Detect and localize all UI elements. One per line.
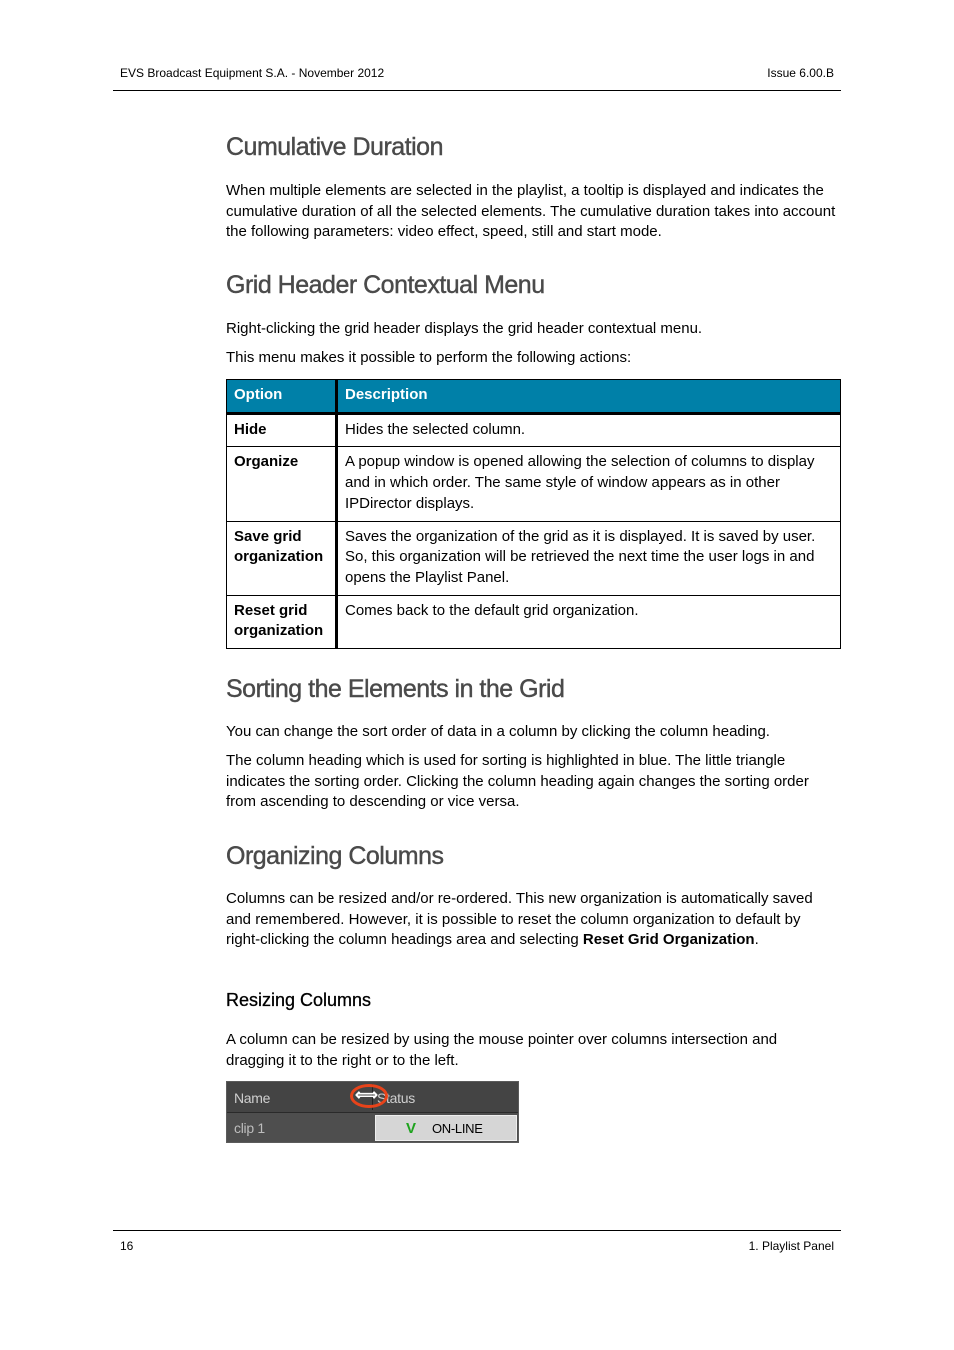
table-header-row [227,380,841,414]
grid-column-header [227,1082,518,1113]
grid-screenshot [226,1081,519,1143]
grid-header-paragraph-2: This menu makes it possible to perform the following actions: [226,349,632,366]
header-company-date: EVS Broadcast Equipment S.A. - November 2012 [120,66,385,80]
table-header-option: Option [227,380,337,414]
table-cell-description: Comes back to the default grid organization. [337,595,841,648]
heading-grid-header-menu: Grid Header Contextual Menu [226,271,545,299]
header-issue: Issue 6.00.B [767,66,834,80]
resizing-paragraph: A column can be resized by using the mouse pointer over columns intersection and dragging it to the right or to the left. [226,1031,778,1069]
grid-row[interactable] [227,1113,518,1142]
cumulative-paragraph: When multiple elements are selected in the playlist, a tooltip is displayed and indicates the cumulative duration of all the selected elements. The cumulative duration takes into account the following parameters: video effect, speed, still and start mode. [226,182,836,241]
table-cell-description: Saves the organization of the grid as it is displayed. It is saved by user. So, this organization will be retrieved the next time the user logs in and opens the Playlist Panel. [337,521,841,595]
heading-organizing-columns: Organizing Columns [226,842,444,870]
table-cell-description: A popup window is opened allowing the selection of columns to display and in which order. The same style of window appears as in other IPDirector displays. [337,447,841,521]
organizing-text-end: . [754,931,759,949]
resize-horizontal-icon: ⟺ [355,1087,378,1104]
sorting-paragraph-1: You can change the sort order of data in a column by clicking the column heading. [226,723,770,740]
reset-grid-organization-term: Reset Grid Organization [582,931,755,949]
options-table [226,379,841,649]
table-cell-option: Save grid organization [227,521,337,595]
heading-resizing-columns: Resizing Columns [226,990,372,1010]
cell-clip-name: clip 1 [234,1120,265,1136]
page-footer [113,1230,841,1253]
status-cell [375,1115,517,1141]
column-header-name[interactable]: Name [234,1090,271,1106]
table-row [227,595,841,648]
table-cell-option: Reset grid organization [227,595,337,648]
organizing-paragraph [226,889,836,951]
table-cell-option: Hide [227,413,337,447]
heading-sorting: Sorting the Elements in the Grid [226,675,565,703]
online-check-icon: V [406,1120,416,1137]
column-header-status[interactable]: Status [377,1090,415,1106]
table-cell-option: Organize [227,447,337,521]
page-header [113,62,841,91]
table-cell-description: Hides the selected column. [337,413,841,447]
table-row [227,447,841,521]
table-header-description: Description [337,380,841,414]
organizing-text: Columns can be resized and/or re-ordered. This new organization is automatically saved and remembered. However, it is possible to reset the column organization to default by right-clicking the column headings area and selecting [226,890,813,949]
status-online-label: ON-LINE [432,1121,483,1136]
page-number: 16 [120,1239,134,1253]
heading-cumulative-duration: Cumulative Duration [226,133,443,161]
chapter-title: 1. Playlist Panel [748,1239,834,1253]
sorting-paragraph-2: The column heading which is used for sorting is highlighted in blue. The little triangle indicates the sorting order. Clicking the column heading again changes the sorting order from ascending to descending or vice versa. [226,752,809,811]
grid-header-paragraph-1: Right-clicking the grid header displays the grid header contextual menu. [226,320,703,337]
table-row [227,521,841,595]
table-row [227,413,841,447]
